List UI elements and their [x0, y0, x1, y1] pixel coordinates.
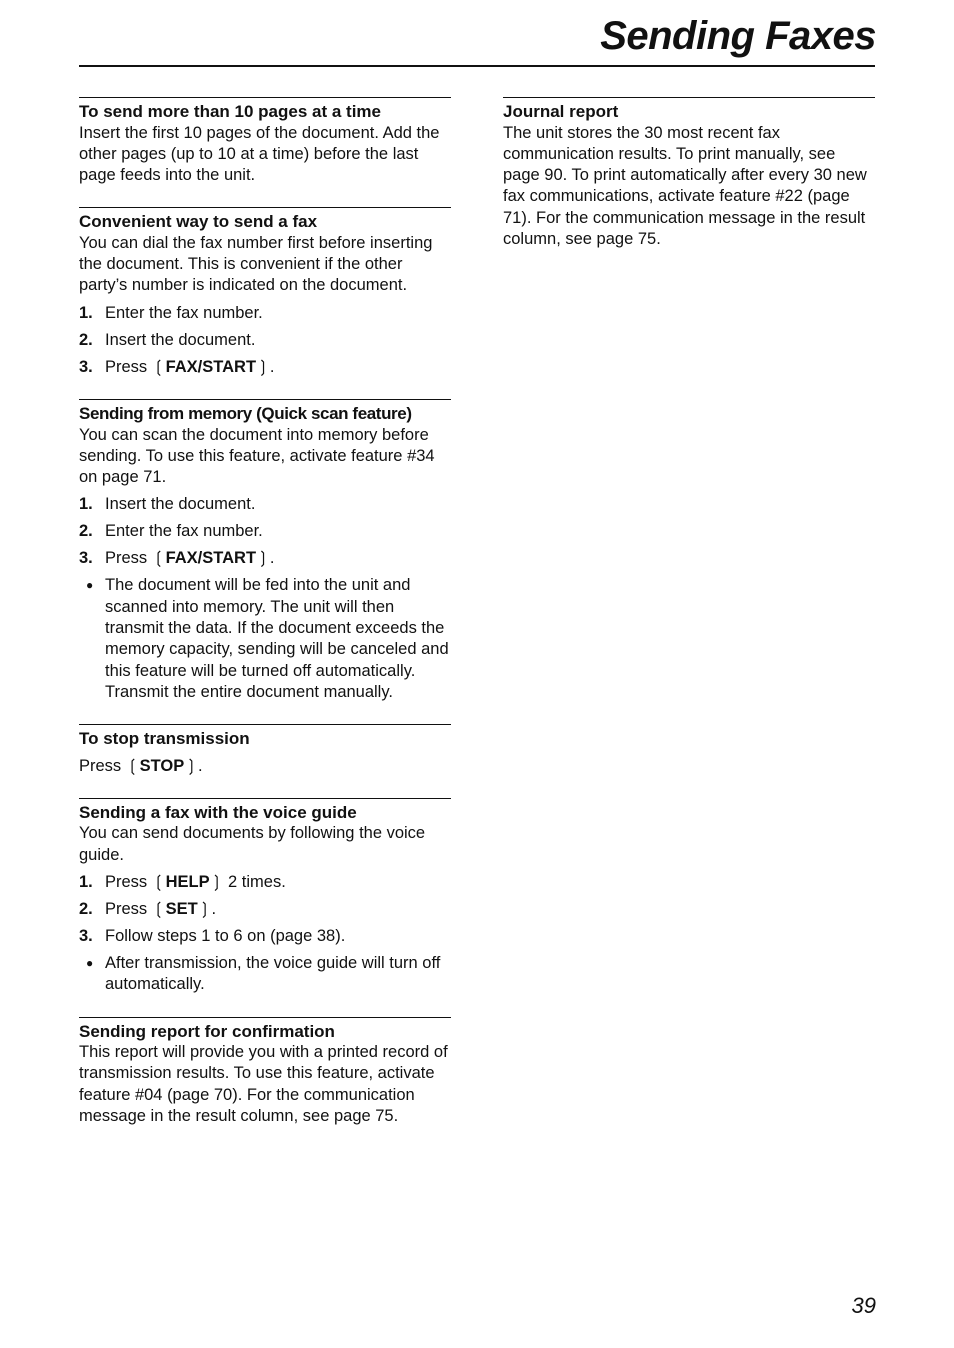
step-text [105, 548, 274, 569]
step-number: 2. [79, 330, 93, 349]
step-item [79, 872, 451, 893]
step-text [105, 872, 286, 893]
page-number: 39 [851, 1293, 876, 1318]
step-text: Follow steps 1 to 6 on (page 38). [105, 927, 346, 946]
bullet-icon: ● [86, 956, 94, 971]
step-number: 3. [79, 549, 93, 568]
step-text: Enter the fax number. [105, 303, 263, 322]
page-title: Sending Faxes [600, 14, 876, 58]
section-body: The unit stores the 30 most recent fax communication results. To print manually, see page 90. To print automatically after every 30 new fax communications, activate feature #22 (page 71). For the communication message in the result column, see page 75. [503, 123, 867, 248]
section-heading: To send more than 10 pages at a time [79, 102, 381, 121]
section-heading: Sending report for confirmation [79, 1021, 335, 1041]
step-text-pre: Press [105, 873, 152, 892]
step-item [79, 548, 451, 569]
step-list [79, 494, 451, 569]
fax-start-key: ❲FAX/START❳ [151, 549, 270, 568]
section-more-pages [79, 97, 451, 186]
step-number: 3. [79, 357, 93, 376]
section-body: You can scan the document into memory before sending. To use this feature, activate feature #34 on page 71. [79, 425, 435, 487]
step-number: 2. [79, 522, 93, 541]
set-key: ❲SET❳ [151, 900, 212, 919]
step-number: 3. [79, 927, 93, 946]
note-bullet [79, 575, 451, 703]
step-item [79, 521, 451, 542]
section-report [79, 1017, 451, 1128]
step-text: Enter the fax number. [105, 522, 263, 541]
step-item [79, 357, 451, 378]
step-number: 1. [79, 495, 93, 514]
step-list [79, 303, 451, 378]
help-key: ❲HELP❳ [151, 873, 224, 892]
step-text: Insert the document. [105, 495, 256, 514]
note-bullet [79, 953, 451, 996]
section-heading: Sending a fax with the voice guide [79, 802, 357, 822]
section-heading: Sending from memory (Quick scan feature) [79, 404, 412, 424]
step-text: Insert the document. [105, 330, 256, 349]
step-number: 2. [79, 900, 93, 919]
step-text-post: . [269, 549, 275, 568]
step-text [105, 899, 216, 920]
section-voice-guide [79, 798, 451, 996]
right-column [503, 97, 875, 271]
step-item [79, 330, 451, 351]
step-text-pre: Press [105, 357, 152, 376]
section-stop [79, 724, 451, 777]
step-item [79, 899, 451, 920]
step-number: 1. [79, 303, 93, 322]
bullet-text: After transmission, the voice guide will turn off automatically. [105, 954, 441, 994]
stop-text-pre: Press [79, 756, 126, 775]
section-memory [79, 399, 451, 703]
section-convenient [79, 207, 451, 378]
step-text-pre: Press [105, 549, 152, 568]
section-body: Insert the first 10 pages of the document. Add the other pages (up to 10 at a time) before the last page feeds into the unit. [79, 123, 440, 185]
step-item [79, 494, 451, 515]
stop-instruction [79, 756, 451, 777]
section-body: You can send documents by following the voice guide. [79, 824, 426, 864]
title-rule [79, 65, 875, 67]
section-body: You can dial the fax number first before inserting the document. This is convenient if the other party’s number is indicated on the document. [79, 233, 433, 295]
step-text-post: . [269, 357, 275, 376]
section-heading: To stop transmission [79, 729, 250, 749]
bullet-text: The document will be fed into the unit and scanned into memory. The unit will then transmit the data. If the document exceeds the memory capacity, sending will be canceled and this feature will be turned off automatically. Transmit the entire document manually. [105, 576, 449, 701]
step-number: 1. [79, 873, 93, 892]
section-journal [503, 97, 875, 250]
fax-start-key: ❲FAX/START❳ [151, 357, 270, 376]
step-text-post: . [211, 900, 217, 919]
step-text-pre: Press [105, 900, 152, 919]
section-body: This report will provide you with a printed record of transmission results. To use this feature, activate feature #04 (page 70). For the communication message in the result column, see page 75. [79, 1043, 448, 1125]
step-text [105, 357, 274, 378]
step-list [79, 872, 451, 947]
stop-key: ❲STOP❳ [125, 756, 199, 775]
left-column [79, 97, 451, 1148]
bullet-icon: ● [86, 578, 94, 593]
step-item [79, 926, 451, 947]
step-item [79, 303, 451, 324]
step-text-post: 2 times. [223, 873, 286, 892]
stop-text-post: . [198, 756, 203, 775]
section-heading: Convenient way to send a fax [79, 212, 318, 232]
section-heading: Journal report [503, 102, 619, 121]
